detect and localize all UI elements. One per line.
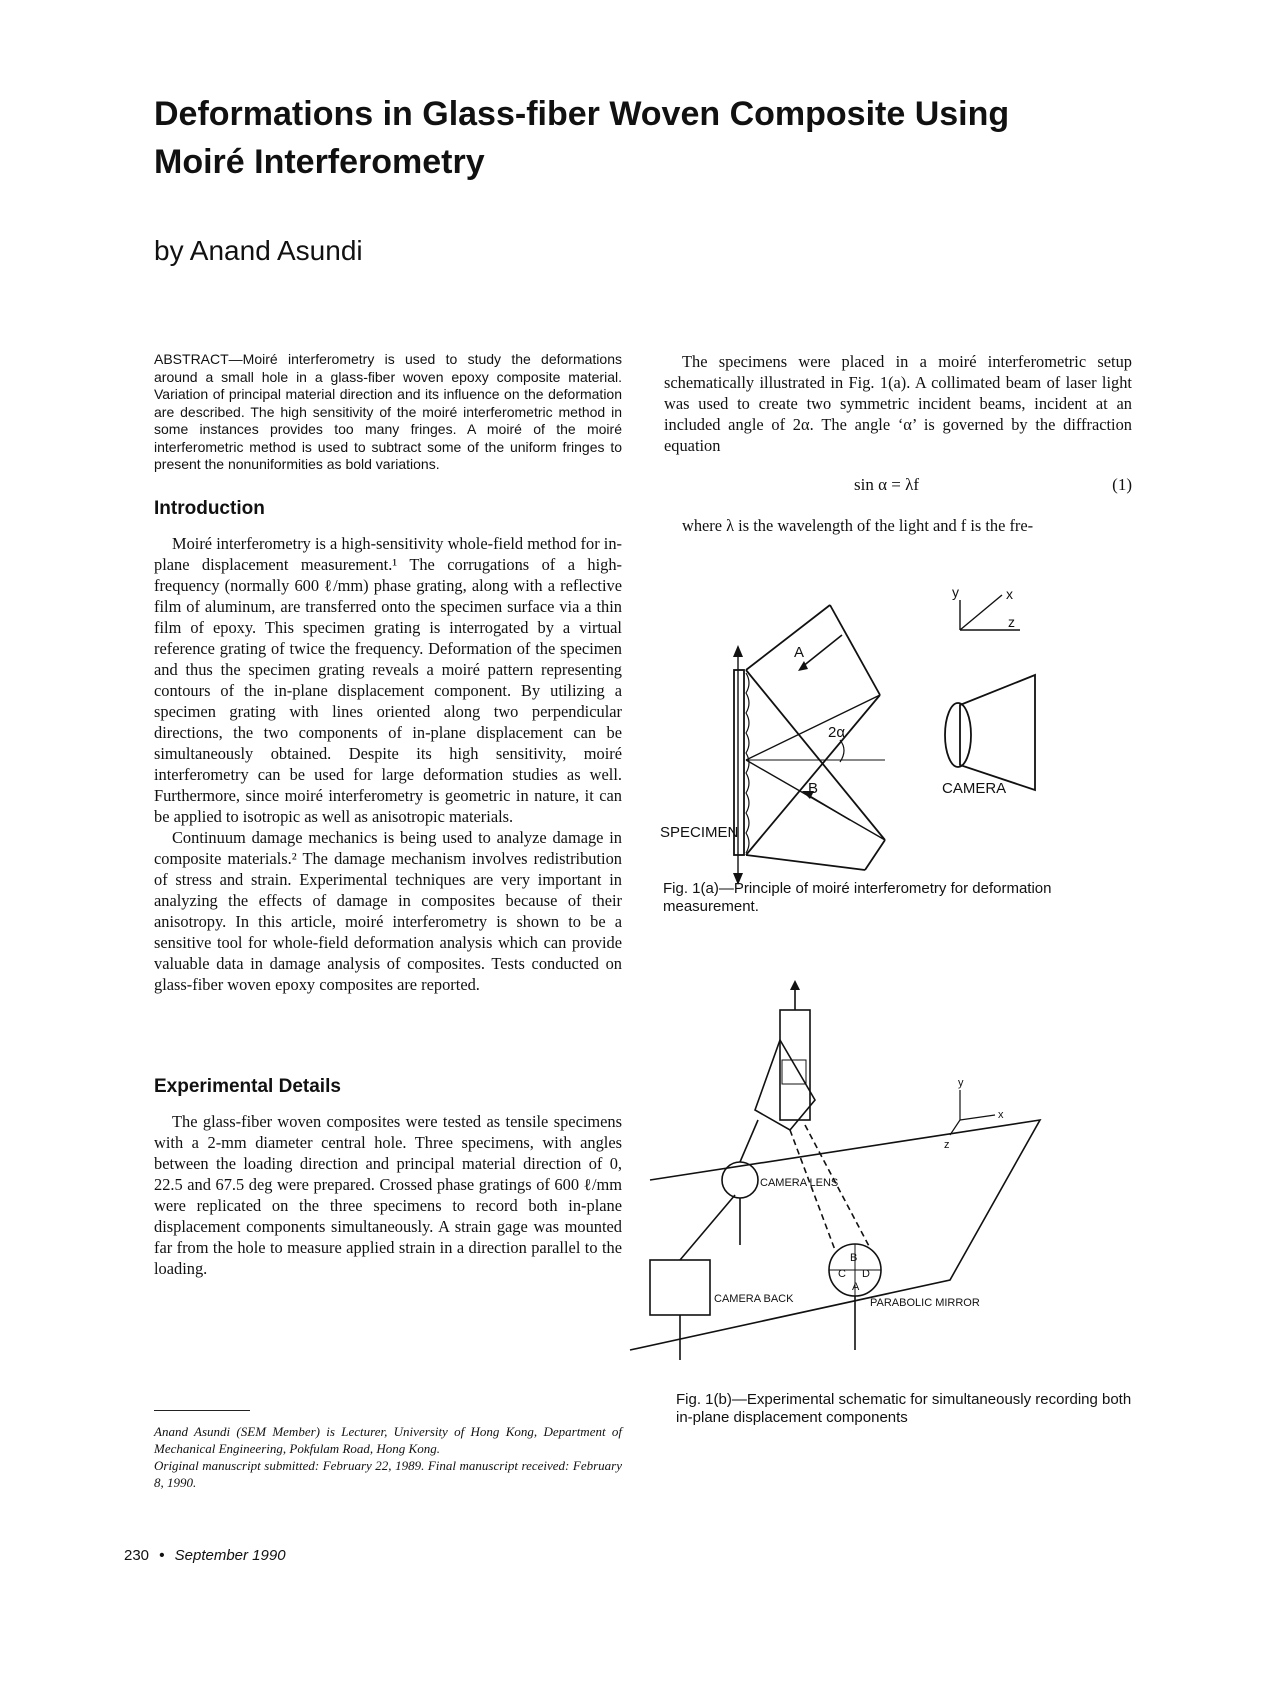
equation-number: (1) bbox=[1112, 475, 1132, 494]
right-column-continuation bbox=[664, 515, 1132, 536]
author-footnote bbox=[154, 1423, 622, 1491]
fig1a-label-b: B bbox=[808, 780, 819, 797]
fig1b-label-camera-lens: CAMERA LENS bbox=[760, 1177, 839, 1189]
abstract: ABSTRACT—Moiré interferometry is used to study the deformations around a small hole in a glass-fiber woven epoxy composite material. Variation of principal material direction and its influence on the deformation are described. The high sensitivity of the moiré interferometric method in some instances provides too many fringes. A moiré of the moiré interferometric method is used to subtract some of the uniform fringes to present the nonuniformities as bold variations. bbox=[154, 351, 622, 472]
page-number: 230 bbox=[124, 1547, 150, 1564]
paragraph: Moiré interferometry is a high-sensitivity whole-field method for in-plane displacement measurement.¹ The corrugations of a high-frequency (normally 600 ℓ/mm) phase grating, along with a reflective film of aluminum, are transferred onto the specimen surface via a thin film of epoxy. This specimen grating is interrogated by a virtual reference grating of twice the frequency. Deformation of the specimen and thus the specimen grating reveals a moiré pattern representing contours of the in-plane displacement component. By utilizing a specimen grating with lines oriented along two perpendicular directions, the two components of in-plane displacement can be simultaneously obtained. Despite its high sensitivity, moiré interferometry can be used for large deformation studies as well. Furthermore, since moiré interferometry is geometric in nature, it can be applied to isotropic as well as anisotropic materials. bbox=[154, 534, 622, 826]
issue-date: September 1990 bbox=[174, 1547, 286, 1564]
x-axis-b bbox=[960, 1115, 995, 1120]
ray-a bbox=[746, 695, 880, 760]
grating-corrugation bbox=[746, 673, 749, 853]
fig1b-label-b: B bbox=[850, 1252, 858, 1264]
figure-1b-caption: Fig. 1(b)—Experimental schematic for simultaneously recording both in-plane displacement components bbox=[676, 1391, 1132, 1426]
article-title: Deformations in Glass-fiber Woven Composite Using Moiré Interferometry bbox=[154, 95, 1010, 181]
paragraph: where λ is the wavelength of the light and f is the fre- bbox=[682, 516, 1034, 535]
x-axis bbox=[960, 595, 1002, 630]
figure-1b bbox=[640, 980, 1100, 1380]
paragraph: Continuum damage mechanics is being used to analyze damage in composite materials.² The damage mechanism involves redistribution of stress and strain. Experimental techniques are very important in analyzing the effects of damage in composites because of their anisotropy. In this article, moiré interferometry is shown to be a sensitive tool for whole-field deformation analysis which can provide valuable data in damage analysis of composites. Tests conducted on glass-fiber woven epoxy composites are reported. bbox=[154, 828, 622, 994]
footer-bullet: • bbox=[159, 1547, 165, 1564]
load-arrow-head bbox=[790, 980, 800, 990]
fig1a-label-z: z bbox=[1008, 614, 1015, 630]
fig1b-label-camera-back: CAMERA BACK bbox=[714, 1293, 794, 1305]
section-heading-experimental-details: Experimental Details bbox=[154, 1076, 341, 1097]
camera-back-box bbox=[650, 1260, 710, 1315]
arrow-head-up bbox=[733, 645, 743, 657]
beam-b-front bbox=[865, 840, 885, 870]
fig1b-label-c: C bbox=[838, 1268, 846, 1280]
arrow-b bbox=[808, 795, 850, 820]
beam-a-front bbox=[830, 605, 880, 695]
equation-text: sin α = λf bbox=[854, 475, 919, 494]
beam-a-lower bbox=[746, 695, 880, 855]
beam-to-back bbox=[680, 1195, 735, 1260]
fig1a-label-a: A bbox=[794, 644, 805, 661]
fig1a-label-specimen: SPECIMEN bbox=[660, 824, 739, 841]
section-heading-introduction: Introduction bbox=[154, 498, 265, 519]
fig1b-label-x: x bbox=[998, 1109, 1004, 1121]
camera-lens bbox=[945, 703, 971, 767]
figure-1a-caption: Fig. 1(a)—Principle of moiré interferometry for deformation measurement. bbox=[663, 880, 1052, 915]
arrow-a bbox=[802, 635, 842, 667]
beam-a-upper bbox=[746, 605, 830, 670]
footnote-affiliation: Anand Asundi (SEM Member) is Lecturer, University of Hong Kong, Department of Mechanical Engineering, Pokfulam Road, Hong Kong. bbox=[154, 1424, 622, 1456]
beam-b-lower bbox=[746, 670, 885, 840]
footnote-rule bbox=[154, 1410, 250, 1411]
mirror-block bbox=[755, 1040, 815, 1130]
page-footer bbox=[124, 1547, 286, 1564]
camera-lens-circle bbox=[722, 1162, 758, 1198]
equation-1 bbox=[664, 475, 1132, 499]
beam-1 bbox=[790, 1130, 835, 1250]
footnote-dates: Original manuscript submitted: February 22, 1989. Final manuscript received: February 8, 1990. bbox=[154, 1458, 622, 1490]
paragraph: The specimens were placed in a moiré interferometric setup schematically illustrated in Fig. 1(a). A collimated beam of laser light was used to create two symmetric incident beams, incident at an included angle of 2α. The angle ‘α’ is governed by the diffraction equation bbox=[664, 352, 1132, 455]
beam-to-lens bbox=[740, 1120, 758, 1162]
fig1a-label-x: x bbox=[1006, 586, 1013, 602]
fig1a-label-y: y bbox=[952, 584, 959, 600]
experimental-body bbox=[154, 1111, 622, 1279]
fig1b-label-d: D bbox=[862, 1268, 870, 1280]
introduction-body bbox=[154, 533, 622, 995]
right-column-paragraph bbox=[664, 351, 1132, 456]
fig1b-label-a: A bbox=[852, 1281, 860, 1293]
fig1a-label-angle: 2α bbox=[828, 724, 846, 741]
beam-b-upper bbox=[746, 855, 865, 870]
paragraph: The glass-fiber woven composites were tested as tensile specimens with a 2-mm diameter central hole. Three specimens, with angles between the loading direction and principal material direction of 0, 22.5 and 67.5 deg were prepared. Crossed phase gratings of 600 ℓ/mm were replicated on the three specimens to record both in-plane displacement components simultaneously. A strain gage was mounted far from the hole to measure applied strain in a direction parallel to the loading. bbox=[154, 1112, 622, 1278]
author-byline: by Anand Asundi bbox=[154, 235, 363, 266]
fig1b-label-y: y bbox=[958, 1077, 964, 1089]
fig1a-label-camera: CAMERA bbox=[942, 780, 1007, 797]
fig1b-label-parabolic-mirror: PARABOLIC MIRROR bbox=[870, 1297, 980, 1309]
fig1b-label-z: z bbox=[944, 1139, 950, 1151]
figure-1a bbox=[660, 584, 1110, 925]
